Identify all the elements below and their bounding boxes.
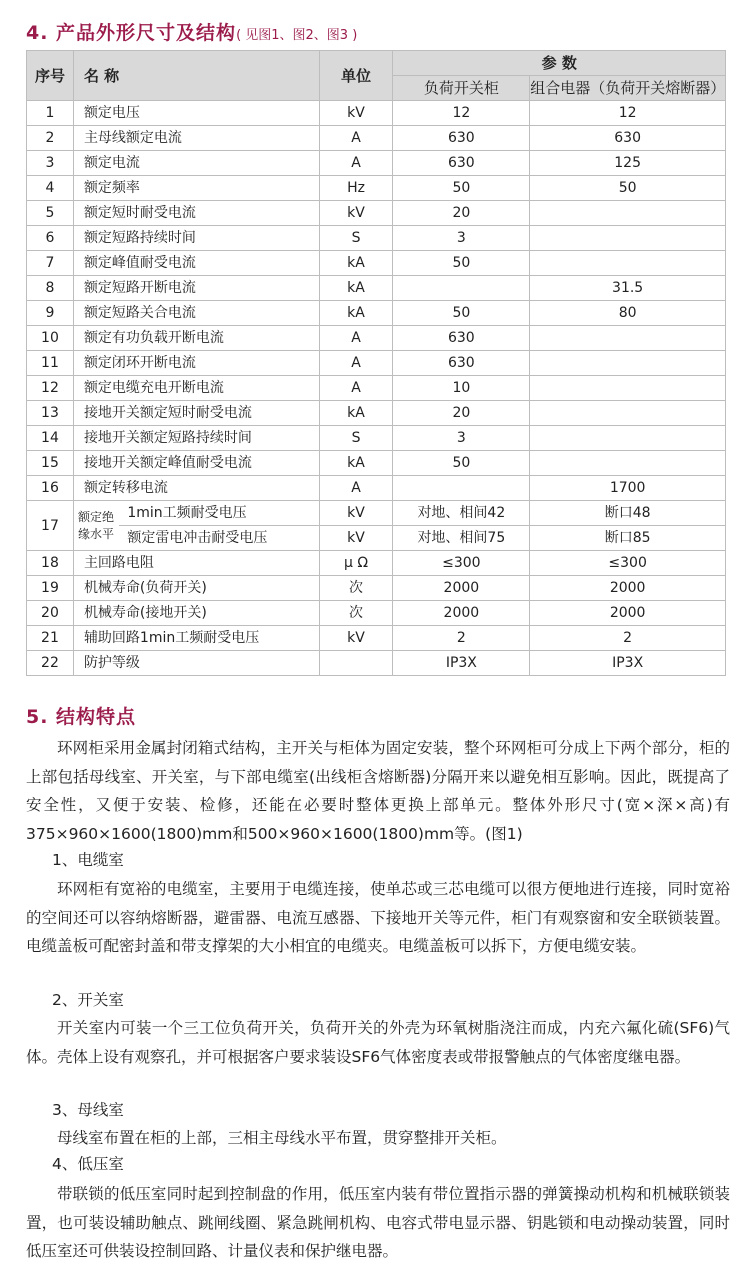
table-row bbox=[27, 376, 726, 401]
section-5-title: 5. 结构特点 bbox=[26, 706, 137, 728]
row-value-switchgear: 3 bbox=[393, 226, 530, 251]
row-17-sub2-v2: 断口85 bbox=[530, 526, 726, 551]
row-17-sub1-unit: kV bbox=[319, 501, 393, 526]
switch-room-paragraph: 开关室内可装一个三工位负荷开关，负荷开关的外壳为环氧树脂浇注而成，内充六氟化硫(SF6)气体。壳体上设有观察孔，并可根据客户要求装设SF6气体密度表或带报警触点的气体密度继电器。 bbox=[26, 1019, 730, 1066]
busbar-room-paragraph: 母线室布置在柜的上部，三相主母线水平布置，贯穿整排开关柜。 bbox=[57, 1129, 507, 1147]
table-row-17b bbox=[27, 526, 726, 551]
row-value-switchgear: 12 bbox=[393, 101, 530, 126]
row-no: 9 bbox=[27, 301, 74, 326]
row-unit: 次 bbox=[319, 576, 393, 601]
row-value-switchgear: 2000 bbox=[393, 601, 530, 626]
row-name: 额定短时耐受电流 bbox=[73, 201, 319, 226]
row-value-combo bbox=[530, 426, 726, 451]
header-col2: 组合电器（负荷开关熔断器） bbox=[530, 76, 726, 101]
row-value-combo bbox=[530, 401, 726, 426]
row-no: 14 bbox=[27, 426, 74, 451]
row-17-no: 17 bbox=[27, 501, 74, 551]
row-name: 辅助回路1min工频耐受电压 bbox=[73, 626, 319, 651]
row-value-switchgear: 50 bbox=[393, 176, 530, 201]
table-row bbox=[27, 326, 726, 351]
row-value-switchgear bbox=[393, 476, 530, 501]
row-no: 8 bbox=[27, 276, 74, 301]
row-name: 机械寿命(负荷开关) bbox=[73, 576, 319, 601]
row-unit: 次 bbox=[319, 601, 393, 626]
lv-room-paragraph: 带联锁的低压室同时起到控制盘的作用，低压室内装有带位置指示器的弹簧操动机构和机械联锁装置，也可装设辅助触点、跳闸线圈、紧急跳闸机构、电容式带电显示器、钥匙锁和电动操动装置，同时低压室还可供装设控制回路、计量仪表和保护继电器。 bbox=[26, 1185, 730, 1260]
row-value-combo: 2000 bbox=[530, 601, 726, 626]
row-value-switchgear: 20 bbox=[393, 201, 530, 226]
row-unit: S bbox=[319, 226, 393, 251]
row-value-combo bbox=[530, 251, 726, 276]
heading-switch-room: 2、开关室 bbox=[52, 991, 124, 1009]
row-unit: A bbox=[319, 126, 393, 151]
row-no: 11 bbox=[27, 351, 74, 376]
row-value-combo: 125 bbox=[530, 151, 726, 176]
row-name: 额定转移电流 bbox=[73, 476, 319, 501]
row-value-combo: 80 bbox=[530, 301, 726, 326]
row-17-sub1-v1: 对地、相间42 bbox=[393, 501, 530, 526]
row-unit bbox=[319, 651, 393, 676]
row-unit: A bbox=[319, 376, 393, 401]
row-no: 2 bbox=[27, 126, 74, 151]
lv-room-body bbox=[26, 1180, 730, 1266]
row-name: 主回路电阻 bbox=[73, 551, 319, 576]
row-name: 机械寿命(接地开关) bbox=[73, 601, 319, 626]
table-row bbox=[27, 351, 726, 376]
row-value-switchgear: 50 bbox=[393, 451, 530, 476]
row-name: 接地开关额定峰值耐受电流 bbox=[73, 451, 319, 476]
row-value-combo: 2000 bbox=[530, 576, 726, 601]
row-unit: S bbox=[319, 426, 393, 451]
table-row bbox=[27, 626, 726, 651]
table-row bbox=[27, 151, 726, 176]
table-row bbox=[27, 176, 726, 201]
cable-room-body bbox=[26, 875, 730, 961]
table-row bbox=[27, 451, 726, 476]
intro-paragraph: 环网柜采用金属封闭箱式结构，主开关与柜体为固定安装，整个环网柜可分成上下两个部分，柜的上部包括母线室、开关室，与下部电缆室(出线柜含熔断器)分隔开来以避免相互影响。因此，既提高了安全性，又便于安装、检修，还能在必要时整体更换上部单元。整体外形尺寸(宽×深×高)有375×960×1600(1800)mm和500×960×1600(1800)mm等。(图1) bbox=[26, 739, 730, 843]
table-row bbox=[27, 301, 726, 326]
table-row bbox=[27, 126, 726, 151]
row-unit: kA bbox=[319, 401, 393, 426]
row-name: 额定峰值耐受电流 bbox=[73, 251, 319, 276]
table-row bbox=[27, 101, 726, 126]
row-name: 接地开关额定短路持续时间 bbox=[73, 426, 319, 451]
row-unit: kV bbox=[319, 201, 393, 226]
row-value-switchgear: ≤300 bbox=[393, 551, 530, 576]
row-no: 21 bbox=[27, 626, 74, 651]
row-no: 1 bbox=[27, 101, 74, 126]
row-17-sub1-v2: 断口48 bbox=[530, 501, 726, 526]
table-row bbox=[27, 251, 726, 276]
header-col1: 负荷开关柜 bbox=[393, 76, 530, 101]
row-value-combo: 31.5 bbox=[530, 276, 726, 301]
table-row bbox=[27, 601, 726, 626]
row-name: 主母线额定电流 bbox=[73, 126, 319, 151]
row-unit: kA bbox=[319, 451, 393, 476]
table-row bbox=[27, 276, 726, 301]
heading-lv-room: 4、低压室 bbox=[52, 1155, 124, 1173]
cable-room-paragraph: 环网柜有宽裕的电缆室，主要用于电缆连接，使单芯或三芯电缆可以很方便地进行连接，同时宽裕的空间还可以容纳熔断器，避雷器、电流互感器、下接地开关等元件，柜门有观察窗和安全联锁装置。电缆盖板可配密封盖和带支撑架的大小相宜的电缆夹。电缆盖板可以拆下，方便电缆安装。 bbox=[26, 880, 730, 955]
row-value-switchgear: 3 bbox=[393, 426, 530, 451]
row-value-switchgear: 50 bbox=[393, 251, 530, 276]
row-unit: kA bbox=[319, 301, 393, 326]
row-unit: μ Ω bbox=[319, 551, 393, 576]
row-name: 额定短路关合电流 bbox=[73, 301, 319, 326]
row-value-switchgear: 50 bbox=[393, 301, 530, 326]
row-value-combo bbox=[530, 226, 726, 251]
row-name: 额定电压 bbox=[73, 101, 319, 126]
section-4-title bbox=[26, 18, 357, 45]
row-value-combo: 630 bbox=[530, 126, 726, 151]
header-name: 名 称 bbox=[73, 51, 319, 101]
row-value-switchgear: 2000 bbox=[393, 576, 530, 601]
row-value-combo bbox=[530, 376, 726, 401]
row-unit: A bbox=[319, 476, 393, 501]
table-row bbox=[27, 651, 726, 676]
table-row bbox=[27, 476, 726, 501]
table-row bbox=[27, 426, 726, 451]
header-params: 参 数 bbox=[393, 51, 726, 76]
section-4-subtitle: ( 见图1、图2、图3 ) bbox=[236, 28, 358, 43]
row-no: 10 bbox=[27, 326, 74, 351]
row-value-combo: 12 bbox=[530, 101, 726, 126]
row-value-switchgear: 630 bbox=[393, 351, 530, 376]
row-value-switchgear bbox=[393, 276, 530, 301]
row-name: 防护等级 bbox=[73, 651, 319, 676]
row-no: 7 bbox=[27, 251, 74, 276]
row-value-switchgear: 630 bbox=[393, 151, 530, 176]
row-no: 22 bbox=[27, 651, 74, 676]
row-no: 19 bbox=[27, 576, 74, 601]
header-no: 序号 bbox=[27, 51, 74, 101]
row-value-combo bbox=[530, 201, 726, 226]
row-value-switchgear: 20 bbox=[393, 401, 530, 426]
switch-room-body bbox=[26, 1014, 730, 1071]
row-no: 13 bbox=[27, 401, 74, 426]
row-value-combo: 2 bbox=[530, 626, 726, 651]
row-17-sub2-unit: kV bbox=[319, 526, 393, 551]
spec-table bbox=[26, 50, 726, 676]
row-value-combo: 1700 bbox=[530, 476, 726, 501]
row-value-combo: 50 bbox=[530, 176, 726, 201]
row-no: 4 bbox=[27, 176, 74, 201]
row-17-sub2-name: 额定雷电冲击耐受电压 bbox=[119, 526, 319, 551]
section-4-title-text: 4. 产品外形尺寸及结构 bbox=[26, 22, 237, 44]
table-row-17a bbox=[27, 501, 726, 526]
row-value-switchgear: IP3X bbox=[393, 651, 530, 676]
spec-table-body bbox=[27, 101, 726, 676]
row-unit: kA bbox=[319, 251, 393, 276]
row-name: 额定频率 bbox=[73, 176, 319, 201]
row-unit: Hz bbox=[319, 176, 393, 201]
row-no: 6 bbox=[27, 226, 74, 251]
table-row bbox=[27, 226, 726, 251]
row-value-switchgear: 630 bbox=[393, 326, 530, 351]
section-5-body bbox=[26, 734, 730, 848]
row-name: 额定闭环开断电流 bbox=[73, 351, 319, 376]
row-no: 5 bbox=[27, 201, 74, 226]
row-no: 3 bbox=[27, 151, 74, 176]
row-value-combo: IP3X bbox=[530, 651, 726, 676]
busbar-room-body bbox=[26, 1124, 730, 1153]
table-row bbox=[27, 551, 726, 576]
table-row bbox=[27, 576, 726, 601]
row-name: 额定短路持续时间 bbox=[73, 226, 319, 251]
row-value-combo bbox=[530, 451, 726, 476]
row-name: 接地开关额定短时耐受电流 bbox=[73, 401, 319, 426]
row-name: 额定有功负载开断电流 bbox=[73, 326, 319, 351]
row-name: 额定短路开断电流 bbox=[73, 276, 319, 301]
row-value-combo bbox=[530, 351, 726, 376]
row-value-switchgear: 10 bbox=[393, 376, 530, 401]
row-no: 20 bbox=[27, 601, 74, 626]
row-no: 16 bbox=[27, 476, 74, 501]
heading-busbar-room: 3、母线室 bbox=[52, 1101, 124, 1119]
row-unit: kV bbox=[319, 101, 393, 126]
row-unit: kV bbox=[319, 626, 393, 651]
row-17-category: 额定绝缘水平 bbox=[73, 501, 119, 551]
row-unit: kA bbox=[319, 276, 393, 301]
row-name: 额定电缆充电开断电流 bbox=[73, 376, 319, 401]
row-value-combo bbox=[530, 326, 726, 351]
row-no: 18 bbox=[27, 551, 74, 576]
row-value-switchgear: 2 bbox=[393, 626, 530, 651]
row-no: 12 bbox=[27, 376, 74, 401]
row-17-sub1-name: 1min工频耐受电压 bbox=[119, 501, 319, 526]
row-name: 额定电流 bbox=[73, 151, 319, 176]
header-unit: 单位 bbox=[319, 51, 393, 101]
row-unit: A bbox=[319, 351, 393, 376]
row-unit: A bbox=[319, 326, 393, 351]
heading-cable-room: 1、电缆室 bbox=[52, 851, 124, 869]
row-unit: A bbox=[319, 151, 393, 176]
row-17-sub2-v1: 对地、相间75 bbox=[393, 526, 530, 551]
table-row bbox=[27, 201, 726, 226]
row-no: 15 bbox=[27, 451, 74, 476]
row-value-combo: ≤300 bbox=[530, 551, 726, 576]
row-value-switchgear: 630 bbox=[393, 126, 530, 151]
table-row bbox=[27, 401, 726, 426]
